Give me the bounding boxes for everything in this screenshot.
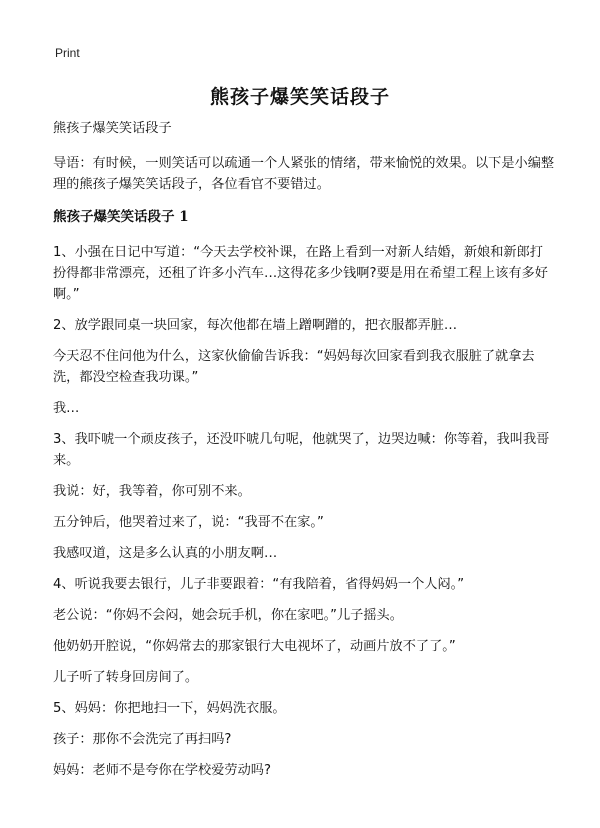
paragraph: 3、我吓唬一个顽皮孩子，还没吓唬几句呢，他就哭了，边哭边喊：你等着，我叫我哥来。 (53, 432, 550, 468)
paragraph: 老公说：“你妈不会闷，她会玩手机，你在家吧。”儿子摇头。 (53, 608, 403, 623)
paragraph: 儿子听了转身回房间了。 (53, 670, 199, 685)
paragraph: 孩子：那你不会洗完了再扫吗? (53, 732, 232, 747)
paragraph: 我说：好，我等着，你可别不来。 (53, 484, 251, 499)
paragraph: 今天忍不住问他为什么，这家伙偷偷告诉我：“妈妈每次回家看到我衣服脏了就拿去洗，都没空检查我功课。” (53, 349, 535, 385)
paragraph: 五分钟后，他哭着过来了，说：“我哥不在家。” (53, 515, 324, 530)
paragraph: 他奶奶开腔说，“你妈常去的那家银行大电视坏了，动画片放不了了。” (53, 639, 456, 654)
paragraph: 我感叹道，这是多么认真的小朋友啊… (53, 546, 278, 561)
article-body (53, 118, 555, 791)
paragraph: 我… (53, 401, 80, 416)
paragraph: 妈妈：老师不是夸你在学校爱劳动吗? (53, 763, 271, 778)
paragraph: 5、妈妈：你把地扫一下，妈妈洗衣服。 (53, 701, 286, 716)
paragraph: 2、放学跟同桌一块回家，每次他都在墙上蹭啊蹭的，把衣服都弄脏… (53, 318, 458, 333)
section-heading: 熊孩子爆笑笑话段子 1 (53, 209, 189, 225)
paragraph: 1、小强在日记中写道：“今天去学校补课，在路上看到一对新人结婚，新娘和新郎打扮得都非常漂亮，还租了许多小汽车…这得花多少钱啊?要是用在希望工程上该有多好啊。” (53, 245, 548, 302)
paragraph: 4、听说我要去银行，儿子非要跟着：“有我陪着，省得妈妈一个人闷。” (53, 577, 465, 592)
print-link[interactable]: Print (55, 46, 80, 60)
intro-paragraph: 导语：有时候，一则笑话可以疏通一个人紧张的情绪，带来愉悦的效果。以下是小编整理的熊孩子爆笑笑话段子，各位看官不要错过。 (53, 156, 555, 192)
article-subtitle: 熊孩子爆笑笑话段子 (53, 121, 172, 136)
page-title: 熊孩子爆笑笑话段子 (209, 86, 390, 108)
